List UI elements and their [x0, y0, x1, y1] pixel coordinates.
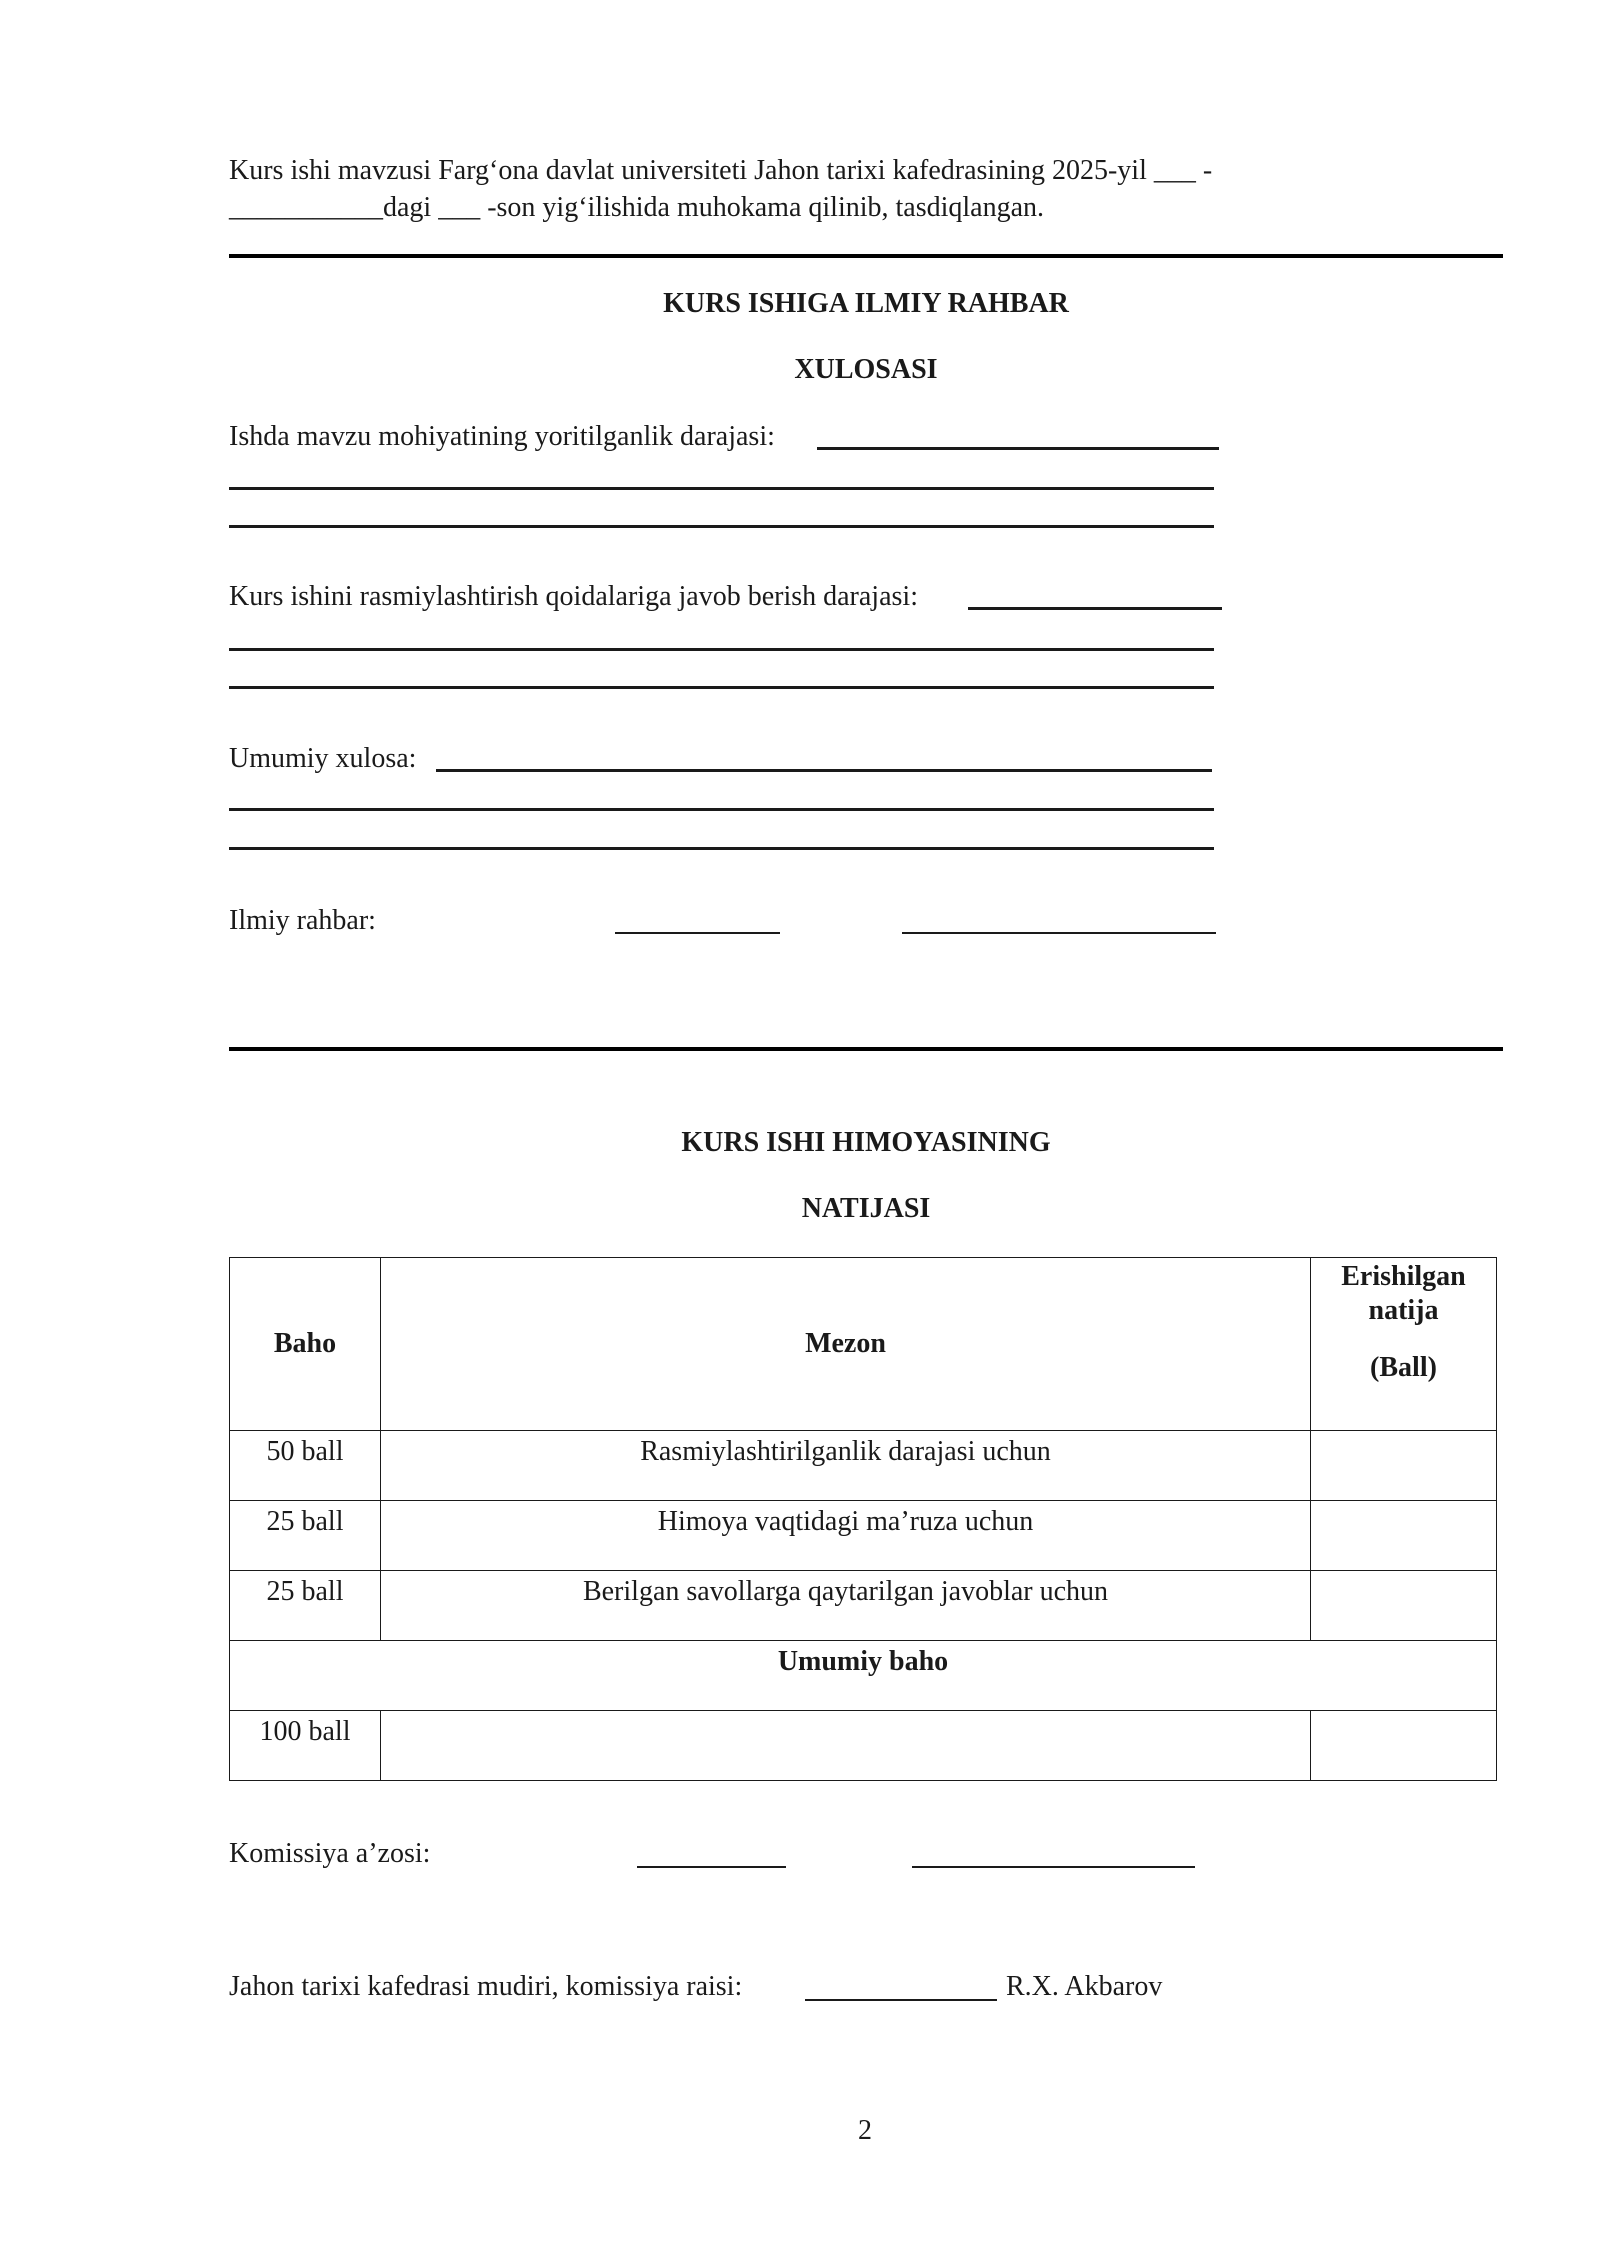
- field-conclusion-line-3[interactable]: [229, 847, 1214, 850]
- row-criterion: Berilgan savollarga qaytarilgan javoblar uchun: [381, 1571, 1311, 1641]
- header-criterion: Mezon: [381, 1258, 1311, 1431]
- supervisor-signature-line[interactable]: [615, 932, 780, 934]
- row-criterion: Himoya vaqtidagi ma’ruza uchun: [381, 1501, 1311, 1571]
- commission-member-label: Komissiya a’zosi:: [229, 1838, 431, 1869]
- header-result-line-2: natija: [1368, 1294, 1439, 1326]
- defense-title: KURS ISHI HIMOYASINING: [681, 1127, 1051, 1158]
- field-formatting-line-2[interactable]: [229, 648, 1214, 651]
- field-formatting-label: Kurs ishini rasmiylashtirish qoidalariga javob berish darajasi:: [229, 581, 918, 612]
- row-result-cell[interactable]: [1311, 1431, 1497, 1501]
- field-conclusion-line-2[interactable]: [229, 808, 1214, 811]
- row-score: 25 ball: [230, 1571, 381, 1641]
- total-result-cell[interactable]: [1311, 1711, 1497, 1781]
- field-coverage-label: Ishda mavzu mohiyatining yoritilganlik darajasi:: [229, 421, 775, 452]
- row-score: 25 ball: [230, 1501, 381, 1571]
- field-conclusion-label: Umumiy xulosa:: [229, 743, 417, 774]
- total-criterion-cell: [381, 1711, 1311, 1781]
- chair-label: Jahon tarixi kafedrasi mudiri, komissiya raisi:: [229, 1971, 743, 2002]
- row-result-cell[interactable]: [1311, 1501, 1497, 1571]
- supervisor-title: KURS ISHIGA ILMIY RAHBAR: [663, 288, 1069, 319]
- total-label: Umumiy baho: [230, 1641, 1497, 1711]
- field-conclusion-input[interactable]: [436, 769, 1212, 772]
- supervisor-name-line[interactable]: [902, 932, 1216, 934]
- field-coverage-input[interactable]: [817, 447, 1219, 450]
- intro-line-2: ___________dagi ___ -son yig‘ilishida muhokama qilinib, tasdiqlangan.: [229, 192, 1045, 223]
- header-result-line-1: Erishilgan: [1341, 1261, 1466, 1292]
- header-result-line-3: (Ball): [1370, 1352, 1437, 1384]
- commission-signature-line[interactable]: [637, 1866, 786, 1868]
- row-criterion: Rasmiylashtirilganlik darajasi uchun: [381, 1431, 1311, 1501]
- section-divider-middle: [229, 1047, 1503, 1051]
- page-number: 2: [858, 2115, 872, 2146]
- table-header-row: [230, 1258, 1497, 1431]
- row-score: 50 ball: [230, 1431, 381, 1501]
- header-result: [1311, 1258, 1497, 1431]
- row-result-cell[interactable]: [1311, 1571, 1497, 1641]
- header-grade: Baho: [230, 1258, 381, 1431]
- field-coverage-line-2[interactable]: [229, 487, 1214, 490]
- intro-line-1: Kurs ishi mavzusi Farg‘ona davlat universiteti Jahon tarixi kafedrasining 2025-yil ___ -: [229, 155, 1213, 186]
- commission-name-line[interactable]: [912, 1866, 1195, 1868]
- table-row: [230, 1501, 1497, 1571]
- supervisor-signature-label: Ilmiy rahbar:: [229, 905, 376, 936]
- total-label-row: [230, 1641, 1497, 1711]
- section-divider-top: [229, 254, 1503, 258]
- chair-name: R.X. Akbarov: [1006, 1971, 1163, 2002]
- total-score: 100 ball: [230, 1711, 381, 1781]
- field-coverage-line-3[interactable]: [229, 525, 1214, 528]
- defense-subtitle: NATIJASI: [801, 1193, 931, 1224]
- results-table: [229, 1257, 1497, 1781]
- total-row: [230, 1711, 1497, 1781]
- field-formatting-input[interactable]: [968, 607, 1222, 610]
- supervisor-subtitle: XULOSASI: [794, 354, 938, 385]
- field-formatting-line-3[interactable]: [229, 686, 1214, 689]
- table-row: [230, 1571, 1497, 1641]
- table-row: [230, 1431, 1497, 1501]
- chair-signature-line[interactable]: [805, 1999, 997, 2001]
